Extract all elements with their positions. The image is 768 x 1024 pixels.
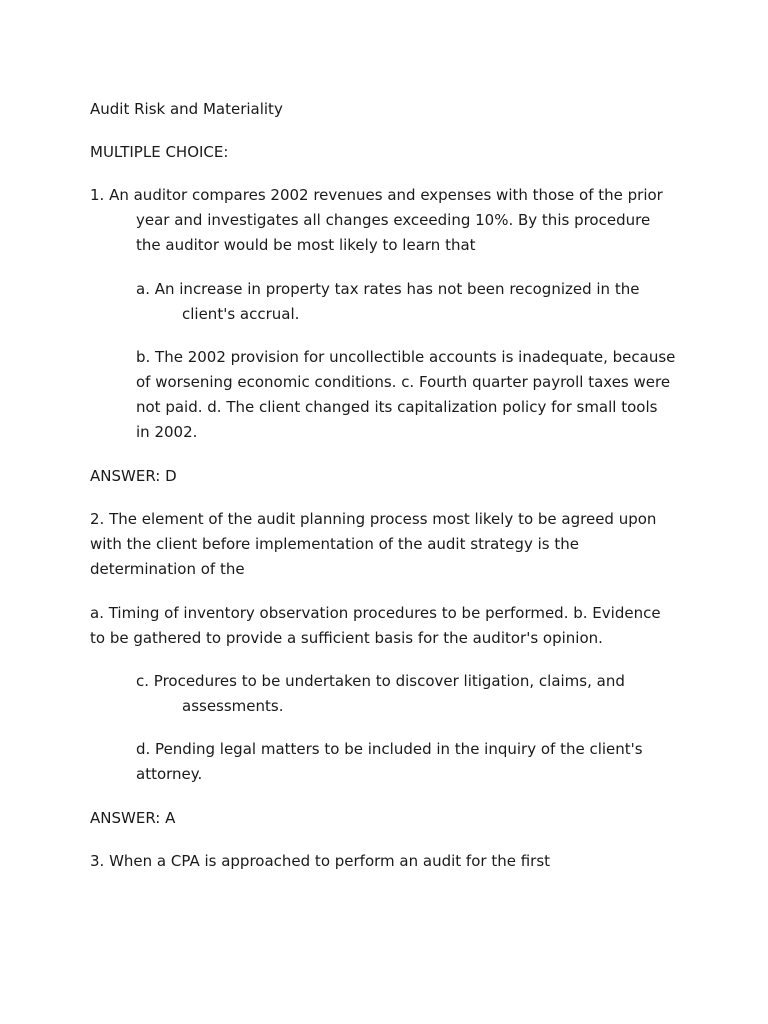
- question-1-option-a: [136, 277, 736, 327]
- option-line: of worsening economic conditions. c. Fourth quarter payroll taxes were: [136, 373, 671, 391]
- option-line: assessments.: [182, 697, 284, 715]
- question-2-answer: [90, 806, 690, 831]
- question-1-options-bcd: [136, 345, 736, 445]
- question-2-line: with the client before implementation of the audit strategy is the: [90, 535, 579, 553]
- question-1: [90, 183, 690, 258]
- question-3: [90, 849, 690, 874]
- document-title: [90, 97, 690, 122]
- answer-text: ANSWER: D: [90, 467, 177, 485]
- option-line: c. Procedures to be undertaken to discover litigation, claims, and: [136, 672, 625, 690]
- section-heading: [90, 140, 690, 165]
- option-line: client's accrual.: [182, 305, 300, 323]
- option-line: attorney.: [136, 765, 203, 783]
- question-1-answer: [90, 464, 690, 489]
- question-1-line: year and investigates all changes exceeding 10%. By this procedure: [136, 211, 651, 229]
- option-line: a. An increase in property tax rates has not been recognized in the: [136, 280, 640, 298]
- question-1-line: 1. An auditor compares 2002 revenues and expenses with those of the prior: [90, 186, 663, 204]
- option-line: a. Timing of inventory observation procedures to be performed. b. Evidence: [90, 604, 661, 622]
- option-line: in 2002.: [136, 423, 198, 441]
- question-2-options-ab: [90, 601, 690, 651]
- question-1-line: the auditor would be most likely to learn that: [136, 236, 476, 254]
- title-text: Audit Risk and Materiality: [90, 100, 283, 118]
- question-2-option-d: [136, 737, 736, 787]
- option-line: to be gathered to provide a sufficient basis for the auditor's opinion.: [90, 629, 603, 647]
- question-3-line: 3. When a CPA is approached to perform an audit for the first: [90, 852, 551, 870]
- section-heading-text: MULTIPLE CHOICE:: [90, 143, 229, 161]
- answer-text: ANSWER: A: [90, 809, 176, 827]
- question-2-line: 2. The element of the audit planning process most likely to be agreed upon: [90, 510, 657, 528]
- question-2-line: determination of the: [90, 560, 245, 578]
- question-2-option-c: [136, 669, 736, 719]
- option-line: b. The 2002 provision for uncollectible accounts is inadequate, because: [136, 348, 676, 366]
- option-line: d. Pending legal matters to be included in the inquiry of the client's: [136, 740, 643, 758]
- question-2: [90, 507, 690, 582]
- option-line: not paid. d. The client changed its capitalization policy for small tools: [136, 398, 658, 416]
